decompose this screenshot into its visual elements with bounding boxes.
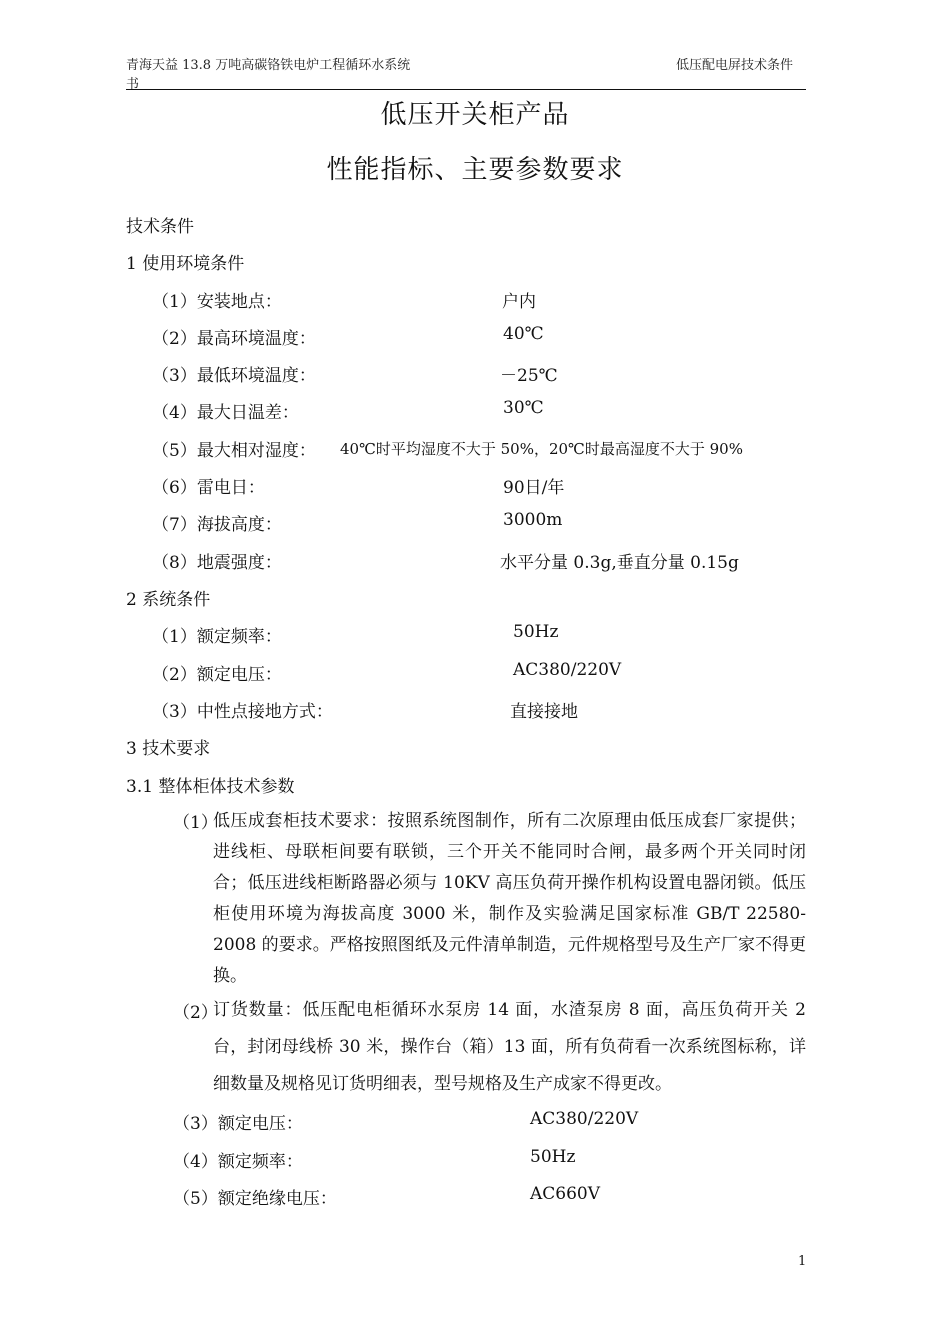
s2-item1-label: （1）额定频率：: [152, 627, 282, 647]
title-line1: 低压开关柜产品: [380, 100, 570, 130]
header-left-line2: 书: [126, 77, 140, 92]
s1-item8-value: 水平分量 0.3g,垂直分量 0.15g: [500, 553, 739, 573]
s1-item1-value: 户内: [502, 292, 536, 312]
s3-item4-value: 50Hz: [530, 1147, 576, 1167]
header-left-line1: 青海天益 13.8 万吨高碳铬铁电炉工程循环水系统: [126, 58, 411, 73]
s1-item4-value: 30℃: [503, 398, 544, 418]
s1-item6-label: （6）雷电日：: [152, 478, 265, 498]
s1-item5-label: （5）最大相对湿度：: [152, 441, 316, 461]
s3-p1-text: 低压成套柜技术要求：按照系统图制作，所有二次原理由低压成套厂家提供；进线柜、母联柜间要有联锁，三个开关不能同时合闸，最多两个开关同时闭合；低压进线柜断路器必须与 10KV 高压负荷开操作机构设置电器闭锁。低压柜使用环境为海拔高度 3000 米，制作及实验满足国家标准 GB/T 22580-2008 的要求。严格按照图纸及元件清单制造，元件规格型号及生产厂家不得更换。: [213, 811, 806, 986]
header-right: 低压配电屏技术条件: [676, 58, 794, 73]
s1-item2-value: 40℃: [503, 324, 544, 344]
s1-item4-label: （4）最大日温差：: [152, 403, 299, 423]
s2-item3-label: （3）中性点接地方式：: [152, 702, 333, 722]
s2-item2-value: AC380/220V: [513, 660, 622, 680]
s1-item7-label: （7）海拔高度：: [152, 515, 282, 535]
title-line2: 性能指标、主要参数要求: [326, 155, 624, 185]
s1-item1-label: （1）安装地点：: [152, 292, 282, 312]
s3-p2-text: 订货数量：低压配电柜循环水泵房 14 面，水渣泵房 8 面，高压负荷开关 2 台，封闭母线桥 30 米，操作台（箱）13 面，所有负荷看一次系统图标称，详细数量及规格见订货明细表，型号规格及生产成家不得更改。: [213, 1000, 806, 1094]
s1-item3-value: －25℃: [500, 366, 558, 386]
s3-item4-label: （4）额定频率：: [173, 1152, 303, 1172]
section-tech-heading: 技术条件: [126, 217, 194, 237]
s3-item5-label: （5）额定绝缘电压：: [173, 1189, 337, 1209]
page-number: 1: [798, 1254, 807, 1269]
s3-item5-value: AC660V: [530, 1184, 601, 1204]
s3-p2-number: （2）: [173, 1003, 218, 1023]
s3-p1-number: （1）: [173, 813, 218, 833]
s2-item3-value: 直接接地: [510, 702, 578, 722]
s3-item3-label: （3）额定电压：: [173, 1114, 303, 1134]
s3-item3-value: AC380/220V: [530, 1109, 639, 1129]
section1-heading: 1 使用环境条件: [126, 254, 245, 274]
header-rule: [126, 89, 806, 90]
section3-subheading: 3.1 整体柜体技术参数: [126, 777, 295, 797]
section2-heading: 2 系统条件: [126, 590, 211, 610]
s1-item3-label: （3）最低环境温度：: [152, 366, 316, 386]
s1-item8-label: （8）地震强度：: [152, 553, 282, 573]
s1-item7-value: 3000m: [503, 510, 563, 530]
s1-item5-value: 40℃时平均湿度不大于 50%，20℃时最高湿度不大于 90%: [340, 440, 743, 458]
section3-heading: 3 技术要求: [126, 739, 211, 759]
s2-item2-label: （2）额定电压：: [152, 665, 282, 685]
s1-item2-label: （2）最高环境温度：: [152, 329, 316, 349]
s2-item1-value: 50Hz: [513, 622, 559, 642]
s1-item6-value: 90日/年: [503, 478, 565, 498]
